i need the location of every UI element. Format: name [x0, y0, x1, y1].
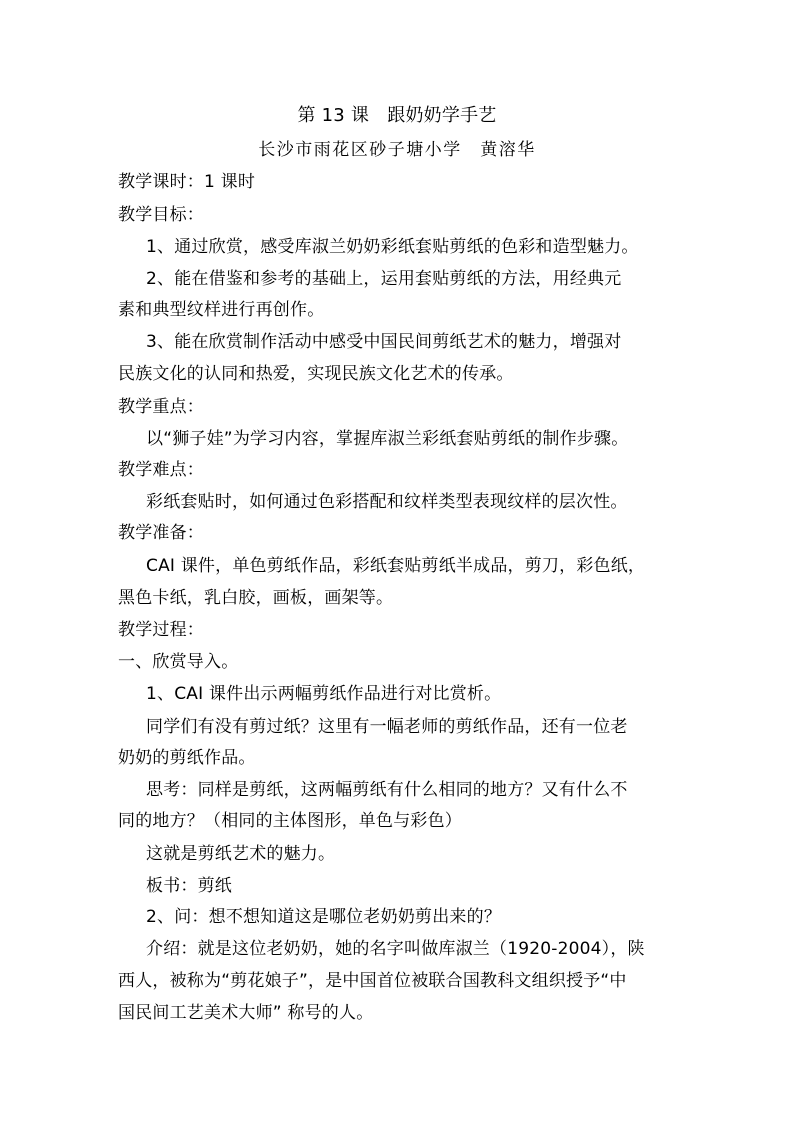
lesson-title: 第 13 课 跟奶奶学手艺	[297, 105, 497, 126]
paragraph-line: 民族文化的认同和热爱，实现民族文化艺术的传承。	[118, 364, 514, 384]
paragraph-line: 思考：同样是剪纸，这两幅剪纸有什么相同的地方？又有什么不	[146, 780, 628, 800]
subsection-heading: 一、欣赏导入。	[118, 652, 239, 672]
paragraph-line: 国民间工艺美术大师” 称号的人。	[118, 1003, 374, 1023]
paragraph-line: 3、能在欣赏制作活动中感受中国民间剪纸艺术的魅力，增强对	[146, 332, 622, 352]
paragraph-line: 2、能在借鉴和参考的基础上，运用套贴剪纸的方法，用经典元	[146, 269, 622, 289]
paragraph-line: 以“狮子娃”为学习内容，掌握库淑兰彩纸套贴剪纸的制作步骤。	[146, 429, 629, 449]
paragraph-line: 板书：剪纸	[146, 876, 232, 896]
paragraph-line: 1、通过欣赏，感受库淑兰奶奶彩纸套贴剪纸的色彩和造型魅力。	[146, 237, 639, 257]
section-heading-preparation: 教学准备：	[118, 523, 204, 543]
paragraph-line: 西人，被称为“剪花娘子”，是中国首位被联合国教科文组织授予“中	[118, 971, 627, 991]
paragraph-line: 黑色卡纸，乳白胶，画板，画架等。	[118, 588, 394, 608]
paragraph-line: 素和典型纹样进行再创作。	[118, 300, 325, 320]
paragraph-line: 奶奶的剪纸作品。	[118, 748, 256, 768]
section-heading-key-points: 教学重点：	[118, 397, 204, 417]
paragraph-line: 彩纸套贴时，如何通过色彩搭配和纹样类型表现纹样的层次性。	[146, 492, 628, 512]
section-heading-process: 教学过程：	[118, 620, 204, 640]
paragraph-line: 同学们有没有剪过纸？这里有一幅老师的剪纸作品，还有一位老	[146, 717, 628, 737]
section-heading-difficulties: 教学难点：	[118, 460, 204, 480]
lesson-duration: 教学课时：1 课时	[118, 172, 256, 192]
paragraph-line: 介绍：就是这位老奶奶，她的名字叫做库淑兰（1920-2004），陕	[146, 939, 645, 959]
section-heading-objectives: 教学目标：	[118, 205, 204, 225]
paragraph-line: 这就是剪纸艺术的魅力。	[146, 844, 336, 864]
paragraph-line: 1、CAI 课件出示两幅剪纸作品进行对比赏析。	[146, 684, 502, 704]
paragraph-line: 2、问：想不想知道这是哪位老奶奶剪出来的？	[146, 907, 502, 927]
paragraph-line: 同的地方？（相同的主体图形，单色与彩色）	[118, 811, 462, 831]
paragraph-line: CAI 课件，单色剪纸作品，彩纸套贴剪纸半成品，剪刀，彩色纸，	[146, 556, 646, 576]
author-line: 长沙市雨花区砂子塘小学 黄溶华	[258, 140, 536, 160]
